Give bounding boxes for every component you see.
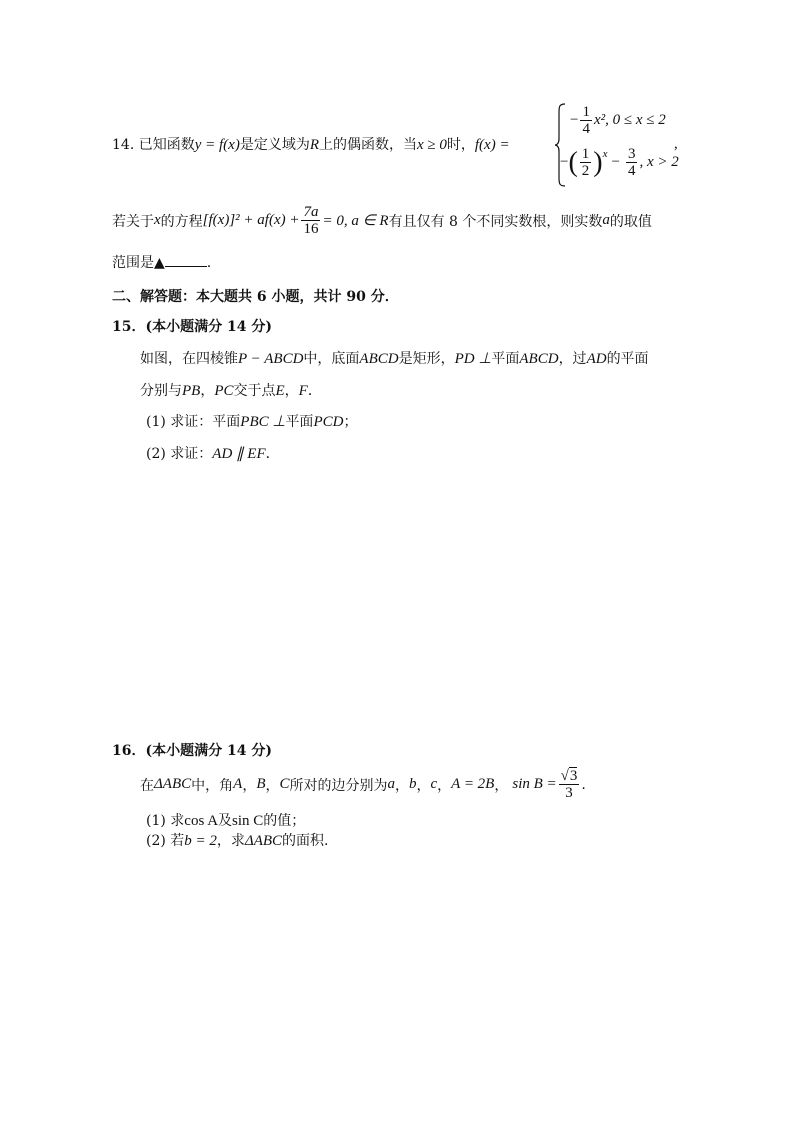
- math: x², 0 ≤ x ≤ 2: [593, 112, 666, 128]
- question-header: 16．(本小题满分 14 分): [112, 743, 272, 759]
- math: P − ABCD: [238, 351, 304, 367]
- text: 中，底面: [303, 351, 360, 367]
- math: ABCD: [519, 351, 559, 367]
- q14-line2: [112, 204, 652, 237]
- text: 及: [218, 813, 233, 829]
- q16-line1: [140, 768, 586, 801]
- math: sin B =: [512, 776, 557, 792]
- text: ，: [437, 777, 452, 794]
- math: ΔABC: [154, 776, 192, 792]
- denominator: 2: [581, 163, 590, 179]
- math: = 0, a ∈ R: [322, 213, 389, 229]
- q14-line1: [112, 134, 510, 154]
- fraction: [580, 104, 592, 137]
- text: 若关于: [112, 213, 154, 230]
- math: b = 2: [184, 833, 217, 849]
- math: sin C: [232, 813, 264, 829]
- q15-part2: [146, 443, 280, 463]
- text: 在: [140, 777, 154, 794]
- math: cos A: [184, 813, 219, 829]
- case-2: [560, 146, 679, 179]
- text: 分别与: [140, 383, 182, 399]
- numerator: 7a: [303, 204, 319, 220]
- denominator: 3: [565, 785, 573, 801]
- numerator: 3: [627, 146, 636, 162]
- text: −: [570, 112, 579, 128]
- text: 所对的边分别为: [289, 777, 388, 794]
- math: PCD: [313, 414, 344, 430]
- q15-line1: [140, 348, 649, 368]
- math: x: [154, 212, 161, 228]
- math: AD: [586, 351, 607, 367]
- text: (2) 若: [146, 833, 185, 849]
- fraction: [626, 146, 638, 179]
- math: ΔABC: [244, 833, 283, 849]
- q14-line3: [112, 252, 211, 272]
- q15-header: [112, 316, 272, 336]
- comma: ,: [674, 136, 678, 152]
- text: 的面积.: [282, 833, 329, 849]
- text: ，过: [558, 351, 587, 367]
- denominator: 4: [627, 163, 636, 179]
- math: B: [256, 776, 266, 792]
- text: (1) 求证：平面: [146, 414, 241, 430]
- text: ．: [265, 446, 280, 462]
- section-title: 二、解答题：本大题共 6 小题，共计 90 分．: [112, 289, 399, 305]
- text: 平面: [491, 351, 520, 367]
- text: ．: [307, 383, 322, 399]
- text: 的值；: [263, 813, 306, 829]
- text: 是矩形，: [398, 351, 455, 367]
- exponent: x: [602, 148, 608, 160]
- radicand: 3: [569, 768, 578, 784]
- text: 上的偶函数，当: [319, 137, 417, 153]
- math: [f(x)]² + af(x) +: [202, 212, 300, 228]
- text: ，: [284, 383, 299, 399]
- math: A: [233, 776, 243, 792]
- math: x ≥ 0: [417, 137, 447, 153]
- text: (2) 求证：: [146, 446, 213, 462]
- math: E: [275, 383, 285, 399]
- sqrt-icon: √: [560, 768, 569, 784]
- answer-triangle: ▲: [154, 255, 165, 271]
- numerator: 1: [582, 104, 590, 120]
- numerator: 1: [581, 146, 590, 162]
- text: ，: [494, 777, 509, 794]
- answer-blank: [165, 252, 207, 267]
- numerator: [559, 768, 580, 785]
- text: ，: [200, 383, 215, 399]
- text: −: [611, 154, 620, 170]
- math: PC: [214, 383, 234, 399]
- denominator: 4: [582, 121, 590, 137]
- text: ，求: [216, 833, 245, 849]
- text: 已知函数: [138, 137, 195, 153]
- fraction: [580, 146, 592, 179]
- question-header: 15．(本小题满分 14 分): [112, 319, 272, 335]
- q16-part1: [146, 810, 305, 830]
- text: 范围是: [112, 255, 154, 271]
- fraction: [559, 768, 580, 801]
- math: PB: [182, 383, 201, 399]
- left-paren-icon: (: [568, 146, 578, 178]
- math: a: [387, 776, 395, 792]
- text: 的方程: [160, 213, 203, 230]
- text: 时，: [446, 137, 475, 153]
- fraction: [301, 204, 320, 237]
- math: C: [279, 776, 290, 792]
- text: ，: [416, 777, 431, 794]
- math: F: [298, 383, 308, 399]
- text: ，: [242, 777, 257, 794]
- text: 的取值: [609, 213, 652, 230]
- text: 有且仅有 8 个不同实数根，则实数: [388, 213, 603, 230]
- math: b: [409, 776, 417, 792]
- math: f(x) =: [474, 137, 510, 153]
- denominator: 16: [303, 221, 319, 237]
- right-paren-icon: ): [593, 146, 603, 178]
- text: ；: [343, 414, 358, 430]
- text: −: [560, 154, 569, 170]
- q15-part1: [146, 411, 357, 431]
- math: AD ∥ EF: [212, 446, 266, 462]
- text: ，: [265, 777, 280, 794]
- math: PD ⊥: [454, 351, 492, 367]
- math: c: [430, 776, 438, 792]
- text: .: [581, 776, 586, 793]
- text: 的平面: [606, 351, 649, 367]
- text: .: [206, 255, 212, 271]
- q16-header: [112, 740, 272, 760]
- math: , x > 2: [639, 154, 679, 170]
- math: y = f(x): [194, 137, 240, 153]
- question-number: 14.: [112, 137, 135, 153]
- text: 是定义域为: [239, 137, 310, 153]
- text: (1) 求: [146, 813, 185, 829]
- math: ABCD: [359, 351, 399, 367]
- text: 平面: [285, 414, 314, 430]
- math: a: [602, 212, 610, 228]
- text: 交于点: [233, 383, 276, 399]
- math: PBC ⊥: [240, 414, 286, 430]
- text: 中，角: [191, 777, 234, 794]
- case-1: [570, 104, 666, 137]
- math: R: [309, 137, 319, 153]
- math: A = 2B: [451, 776, 495, 792]
- q16-part2: [146, 830, 329, 850]
- text: ，: [395, 777, 409, 794]
- text: 如图，在四棱锥: [140, 351, 238, 367]
- q15-line2: [140, 380, 322, 400]
